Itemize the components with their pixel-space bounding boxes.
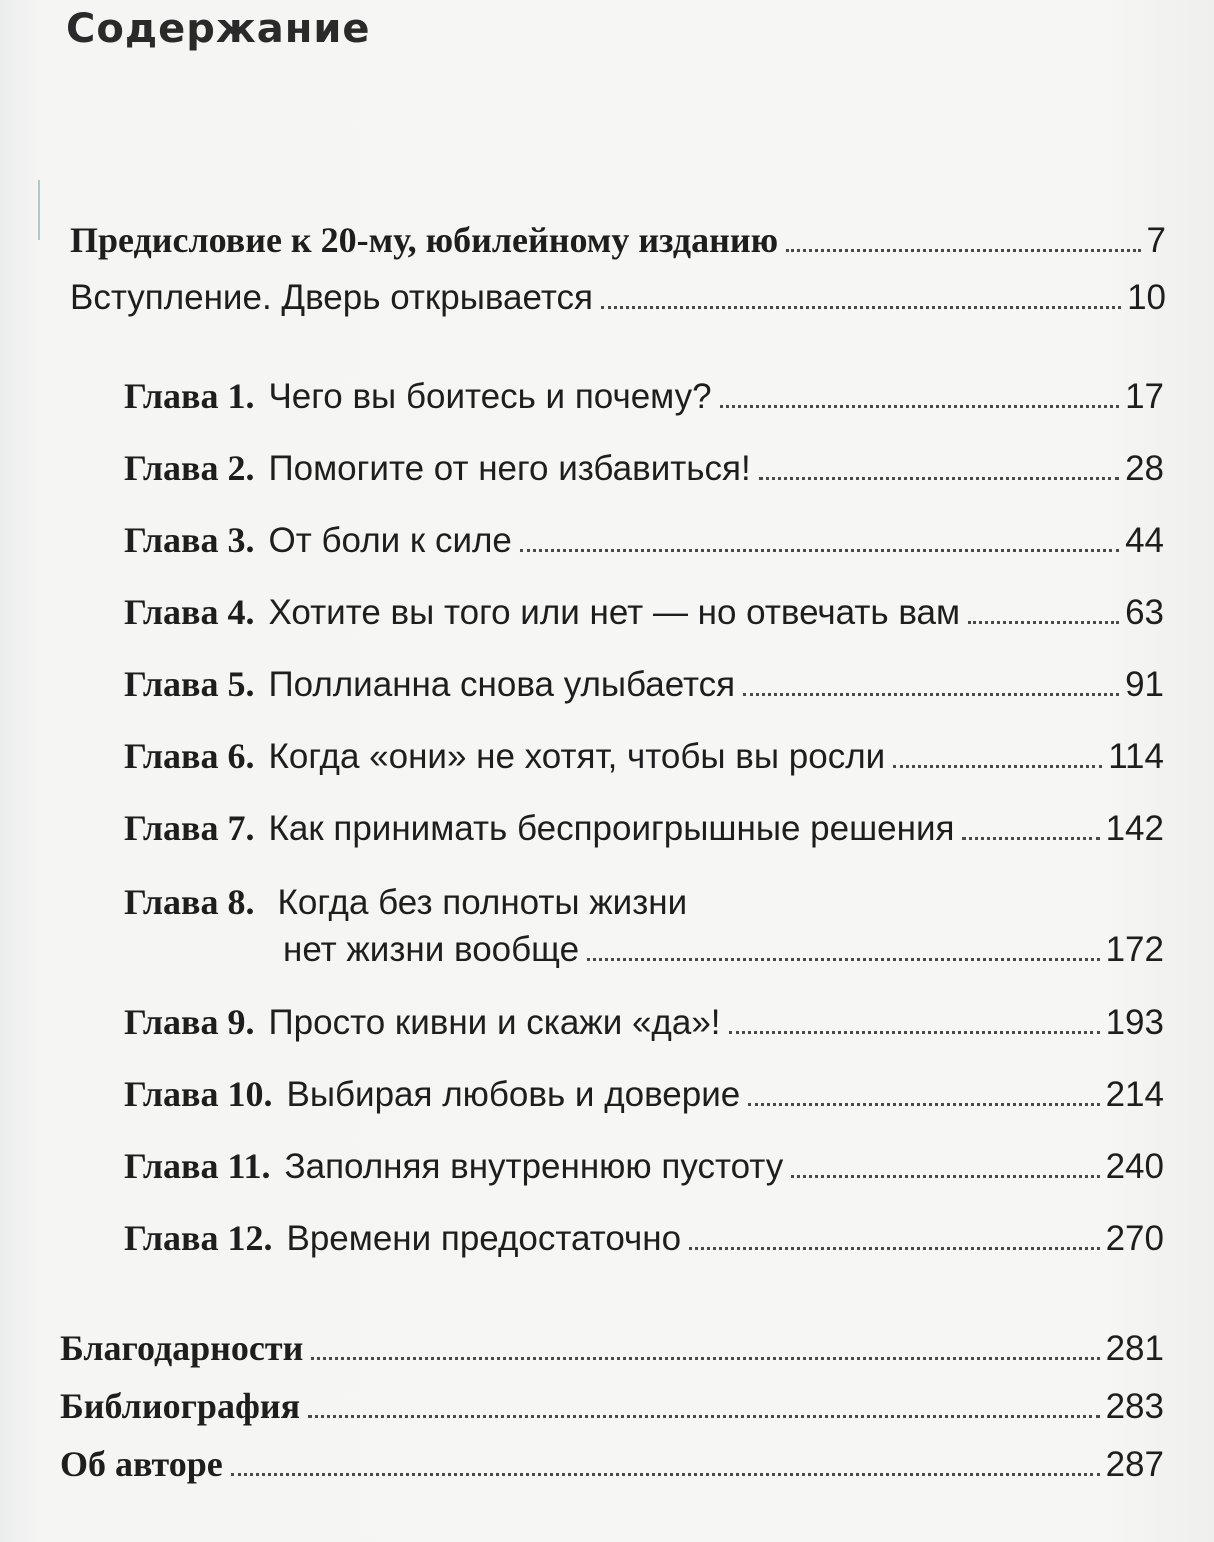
chapter-page: 44 — [1125, 521, 1164, 560]
leader-dots — [748, 1103, 1099, 1106]
chapter-page: 91 — [1125, 665, 1164, 704]
chapter-page: 114 — [1108, 737, 1164, 776]
toc-entry-page: 283 — [1105, 1387, 1164, 1426]
chapter-title: От боли к силе — [268, 521, 512, 560]
chapter-page: 240 — [1105, 1147, 1164, 1186]
chapter-label: Глава 1. — [124, 376, 255, 416]
toc-entry-title: Библиография — [60, 1386, 301, 1426]
leader-dots — [587, 958, 1100, 961]
leader-dots — [962, 837, 1099, 840]
chapter-title-line-2: нет жизни вообще — [283, 930, 580, 969]
toc-entry-title: Благодарности — [60, 1328, 304, 1368]
chapter-label: Глава 6. — [124, 736, 255, 776]
chapter-title: Хотите вы того или нет — но отвечать вам — [268, 593, 961, 632]
chapter-label: Глава 4. — [124, 592, 255, 632]
toc-entry-chapter-7 — [124, 806, 1164, 851]
chapter-title: Когда «они» не хотят, чтобы вы росли — [268, 737, 886, 776]
page-title: Содержание — [66, 6, 371, 52]
toc-entry-chapter-8-line-2 — [283, 928, 1164, 972]
toc-entry-preface — [70, 218, 1166, 263]
chapter-title: Времени предостаточно — [286, 1219, 682, 1258]
toc-entry-about-author — [60, 1442, 1164, 1487]
leader-dots — [729, 1031, 1100, 1034]
toc-entry-chapter-4 — [124, 590, 1164, 635]
chapter-page: 142 — [1105, 809, 1164, 848]
chapter-title: Как принимать беспроигрышные решения — [268, 809, 955, 848]
toc-entry-page: 7 — [1146, 221, 1166, 260]
chapter-label: Глава 5. — [124, 664, 255, 704]
chapter-title: Помогите от него избавиться! — [268, 449, 751, 488]
toc-entry-page: 287 — [1105, 1445, 1164, 1484]
toc-entry-chapter-12 — [124, 1216, 1164, 1261]
toc-entry-page: 10 — [1127, 278, 1166, 317]
toc-entry-acknowledgements — [60, 1326, 1164, 1371]
chapter-label: Глава 2. — [124, 448, 255, 488]
chapter-title: Просто кивни и скажи «да»! — [268, 1003, 721, 1042]
toc-entry-title: Об авторе — [60, 1444, 223, 1484]
chapter-label: Глава 8. — [124, 882, 255, 922]
chapter-page: 214 — [1105, 1075, 1164, 1114]
toc-entry-title: Вступление. Дверь открывается — [70, 278, 593, 317]
leader-dots — [311, 1357, 1099, 1360]
leader-dots — [308, 1415, 1100, 1418]
leader-dots — [743, 693, 1119, 696]
leader-dots — [759, 477, 1119, 480]
leader-dots — [720, 405, 1119, 408]
chapter-title-line-1: Когда без полноты жизни — [277, 883, 688, 922]
leader-dots — [689, 1247, 1100, 1250]
toc-entry-chapter-5 — [124, 662, 1164, 707]
leader-dots — [968, 621, 1119, 624]
toc-entry-chapter-9 — [124, 1000, 1164, 1045]
page-edge-mark — [38, 180, 40, 240]
chapter-page: 63 — [1125, 593, 1164, 632]
toc-entry-chapter-1 — [124, 374, 1164, 419]
toc-entry-title: Предисловие к 20-му, юбилейному изданию — [70, 220, 779, 260]
toc-entry-chapter-10 — [124, 1072, 1164, 1117]
leader-dots — [893, 765, 1102, 768]
leader-dots — [231, 1473, 1100, 1476]
toc-entry-page: 281 — [1105, 1329, 1164, 1368]
toc-entry-bibliography — [60, 1384, 1164, 1429]
toc-entry-chapter-6 — [124, 734, 1164, 779]
chapter-page: 17 — [1125, 377, 1164, 416]
chapter-title: Чего вы боитесь и почему? — [268, 377, 712, 416]
toc-entry-introduction — [70, 276, 1166, 320]
leader-dots — [791, 1175, 1099, 1178]
leader-dots — [520, 549, 1119, 552]
chapter-page: 28 — [1125, 449, 1164, 488]
chapter-label: Глава 7. — [124, 808, 255, 848]
chapter-page: 270 — [1105, 1219, 1164, 1258]
chapter-page: 172 — [1105, 930, 1164, 969]
leader-dots — [786, 249, 1140, 252]
chapter-title: Выбирая любовь и доверие — [286, 1075, 741, 1114]
leader-dots — [601, 306, 1121, 309]
toc-entry-chapter-11 — [124, 1144, 1164, 1189]
chapter-title: Заполняя внутреннюю пустоту — [284, 1147, 784, 1186]
chapter-label: Глава 3. — [124, 520, 255, 560]
chapter-label: Глава 12. — [124, 1218, 273, 1258]
chapter-label: Глава 10. — [124, 1074, 273, 1114]
chapter-page: 193 — [1105, 1003, 1164, 1042]
chapter-label: Глава 11. — [124, 1146, 271, 1186]
toc-entry-chapter-2 — [124, 446, 1164, 491]
toc-entry-chapter-3 — [124, 518, 1164, 563]
chapter-title: Поллианна снова улыбается — [268, 665, 736, 704]
chapter-label: Глава 9. — [124, 1002, 255, 1042]
toc-entry-chapter-8-line-1 — [124, 880, 687, 925]
